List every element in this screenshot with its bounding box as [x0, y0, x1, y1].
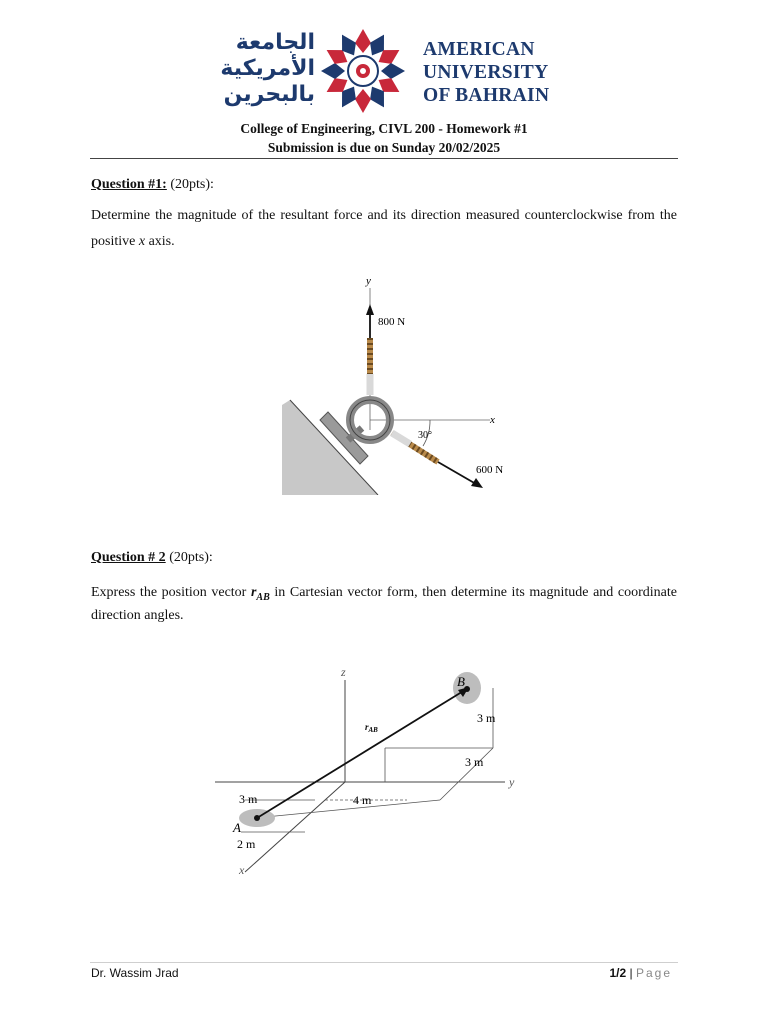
question-1-text	[91, 203, 677, 255]
q2-text-part-1: Express the position vector	[91, 585, 251, 600]
z-axis-label: z	[341, 665, 346, 679]
course-title: College of Engineering, CIVL 200 - Homework #1	[240, 121, 528, 136]
footer-divider	[90, 962, 678, 963]
x-axis-label: x	[239, 863, 245, 877]
question-1-points: (20pts):	[166, 177, 214, 192]
page-word: Page	[635, 966, 672, 980]
q1-text-part-2: axis.	[145, 234, 175, 249]
footer-author: Dr. Wassim Jrad	[91, 966, 179, 980]
university-emblem-icon	[318, 26, 408, 116]
point-a-dot	[254, 815, 260, 821]
university-logo	[205, 26, 565, 114]
english-university-name	[423, 38, 549, 107]
q2-text-var: r	[250, 585, 257, 600]
q1-text-part-1: Determine the magnitude of the resultant force and its direction measured counterclockwise from the positive	[91, 208, 677, 249]
y-axis-label: y	[509, 775, 515, 789]
question-2-points: (20pts):	[165, 550, 213, 565]
question-1-figure	[280, 270, 520, 495]
arabic-name-line-3: بالبحرين	[223, 82, 315, 107]
arabic-name-line-1: الجامعة	[235, 30, 315, 55]
question-2-text	[91, 584, 677, 625]
diagonal-rope-sleeve	[392, 433, 410, 444]
force-800-arrowhead	[366, 304, 374, 315]
question-1-title: Question #1:	[91, 177, 167, 192]
point-b-label: B	[457, 674, 465, 689]
page-separator: |	[626, 966, 636, 980]
dim-label-2m: 2 m	[237, 837, 256, 851]
dim-label-3m-vertical: 3 m	[477, 711, 496, 725]
due-date: Submission is due on Sunday 20/02/2025	[267, 140, 501, 155]
arabic-name-line-2: الأمريكية	[220, 56, 315, 81]
q2-text-part-2: in Cartesian vector form, then determine its magnitude and coordinate direction angles.	[91, 585, 677, 623]
question-2-title: Question # 2	[91, 550, 166, 565]
dim-label-3m-left: 3 m	[239, 792, 258, 806]
x-axis-label: x	[490, 414, 495, 426]
question-2-figure	[215, 660, 535, 880]
force-600-arrow	[438, 462, 476, 484]
question-1-heading	[91, 177, 214, 193]
english-name-line-1: AMERICAN	[423, 39, 535, 60]
force-800-label: 800 N	[378, 316, 406, 328]
vector-label	[365, 722, 378, 734]
dim-label-3m-diagonal: 3 m	[465, 755, 484, 769]
q2-text-sub: AB	[256, 591, 270, 603]
page-number: 1/2	[609, 966, 627, 980]
force-600-label: 600 N	[476, 464, 504, 476]
vector-label-main: r	[365, 722, 369, 732]
point-a-label: A	[233, 820, 241, 835]
english-name-line-2: UNIVERSITY	[423, 62, 549, 83]
dim-label-4m: 4 m	[353, 793, 372, 807]
angle-label: 30°	[418, 430, 432, 441]
q1-text-var: x	[138, 234, 146, 249]
vector-label-sub: AB	[368, 726, 378, 734]
english-name-line-3: OF BAHRAIN	[423, 85, 550, 106]
y-axis-label: y	[366, 275, 371, 287]
arabic-university-name	[205, 30, 315, 108]
question-2-heading	[91, 550, 213, 566]
footer-page-number	[609, 966, 672, 980]
header-divider	[90, 158, 678, 159]
